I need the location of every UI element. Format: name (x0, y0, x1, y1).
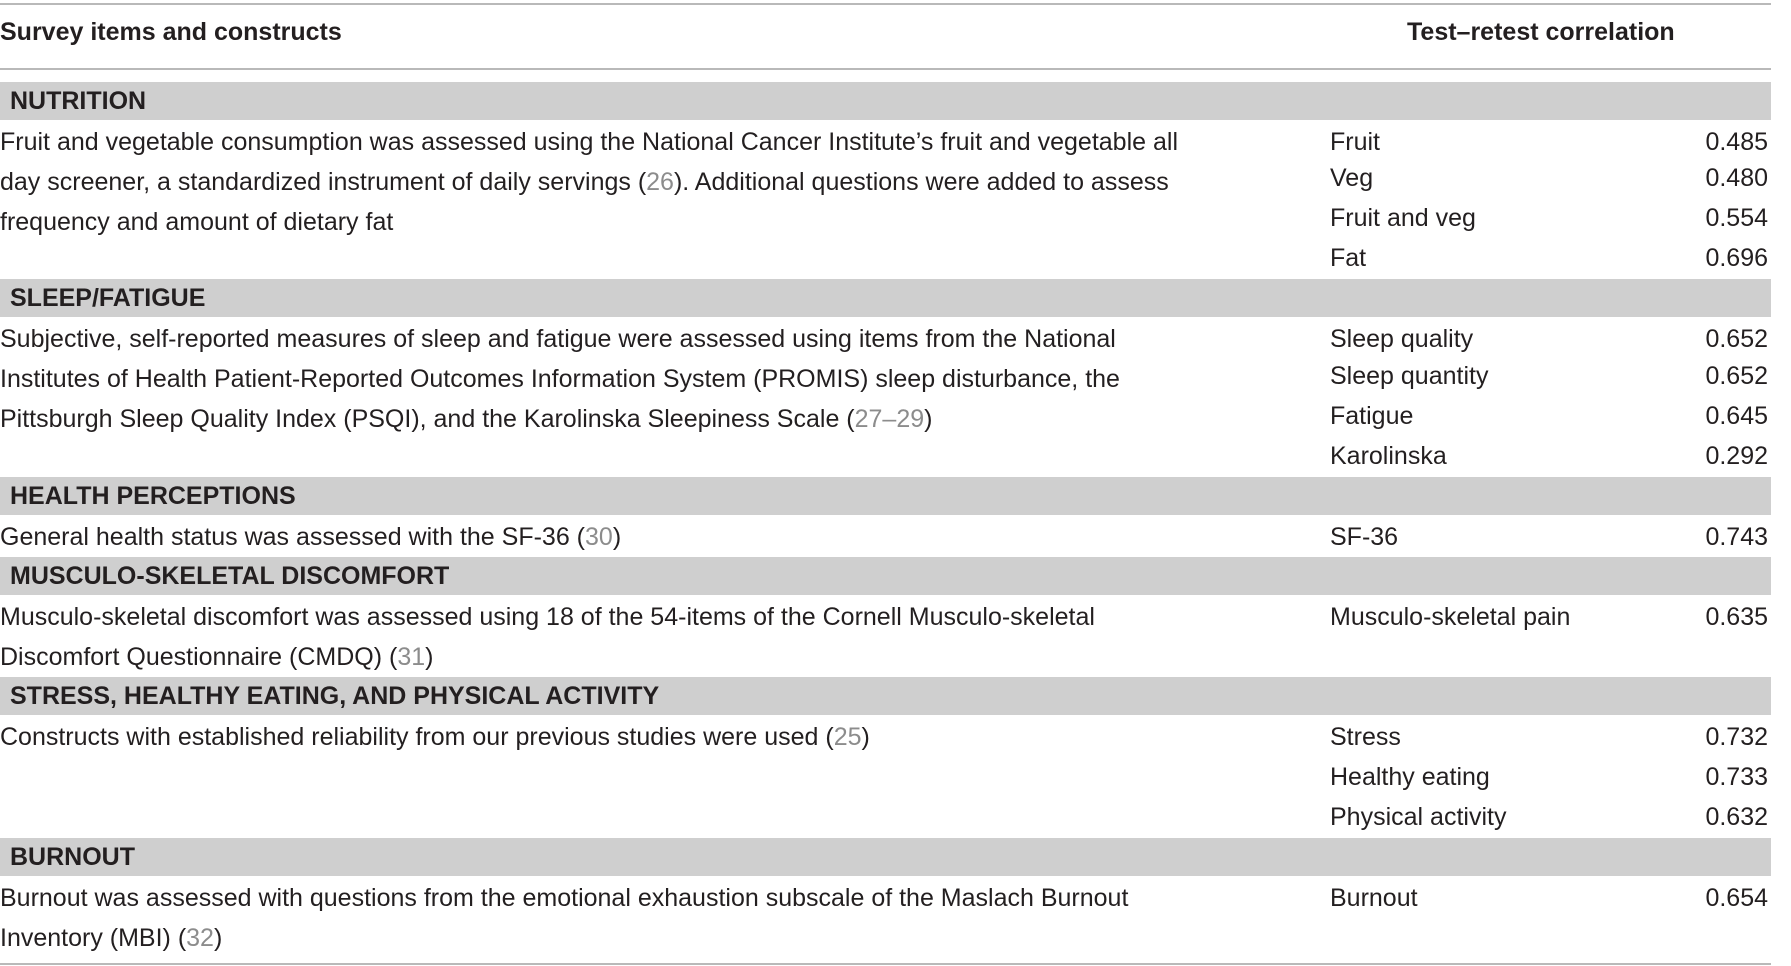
description-text: ) (924, 405, 933, 433)
construct-row-sf36 (1330, 519, 1771, 555)
construct-row-fat (1330, 240, 1771, 276)
construct-row-karolinska (1330, 438, 1771, 474)
construct-label: Sleep quantity (1330, 362, 1489, 390)
correlation-value: 0.632 (1705, 803, 1768, 831)
construct-label: Sleep quality (1330, 325, 1474, 353)
construct-label: Veg (1330, 164, 1374, 192)
description-text: Subjective, self-reported measures of sleep and fatigue were assessed using items from the National Institutes of Health Patient-Reported Outcomes Information System (PROMIS) sleep disturbance, the Pittsburgh Sleep Quality Index (PSQI), and the Karolinska Sleepiness Scale ( (0, 325, 1120, 433)
section-description-stress-eating-activity (0, 717, 1215, 757)
section-description-burnout (0, 878, 1215, 958)
reference-link[interactable]: 27–29 (854, 405, 925, 433)
section-title: MUSCULO-SKELETAL DISCOMFORT (10, 562, 450, 590)
description-text: Musculo-skeletal discomfort was assessed using 18 of the 54-items of the Cornell Musculo-skeletal Discomfort Questionnaire (CMDQ) ( (0, 603, 1095, 671)
section-description-sleep-fatigue (0, 319, 1215, 439)
construct-label: Fruit (1330, 128, 1380, 156)
description-text: Burnout was assessed with questions from the emotional exhaustion subscale of the Maslach Burnout Inventory (MBI) ( (0, 884, 1129, 952)
construct-label: Fruit and veg (1330, 204, 1476, 232)
construct-row-physical-activity (1330, 799, 1771, 835)
reference-link[interactable]: 25 (833, 723, 862, 751)
description-text: Fruit and vegetable consumption was assessed using the National Cancer Institute’s fruit and vegetable all day screener, a standardized instrument of daily servings ( (0, 128, 1179, 196)
reference-link[interactable]: 31 (397, 643, 426, 671)
correlation-value: 0.733 (1705, 763, 1768, 791)
section-description-musculo-skeletal (0, 597, 1215, 677)
description-text: ) (425, 643, 434, 671)
section-header-nutrition (0, 82, 1771, 120)
construct-row-sleep-quantity (1330, 358, 1771, 394)
construct-row-veg (1330, 160, 1771, 196)
description-text: General health status was assessed with the SF-36 ( (0, 523, 586, 551)
section-header-burnout (0, 838, 1771, 876)
correlation-value: 0.654 (1705, 884, 1768, 912)
section-header-stress-eating-activity (0, 677, 1771, 715)
correlation-value: 0.480 (1705, 164, 1768, 192)
section-description-nutrition (0, 122, 1215, 242)
correlation-value: 0.696 (1705, 244, 1768, 272)
construct-row-fatigue (1330, 398, 1771, 434)
section-title: SLEEP/FATIGUE (10, 284, 206, 312)
table-header-rule (0, 68, 1771, 70)
construct-label: Musculo-skeletal pain (1330, 603, 1571, 631)
correlation-value: 0.485 (1705, 128, 1768, 156)
reference-link[interactable]: 26 (646, 168, 674, 196)
column-header-test-retest: Test–retest correlation (1407, 18, 1675, 46)
construct-label: Karolinska (1330, 442, 1447, 470)
section-description-health-perceptions (0, 517, 1215, 557)
construct-label: Stress (1330, 723, 1401, 751)
table-top-rule (0, 3, 1771, 5)
construct-row-fruit-and-veg (1330, 200, 1771, 236)
correlation-value: 0.652 (1705, 362, 1768, 390)
section-title: BURNOUT (10, 843, 135, 871)
correlation-value: 0.652 (1705, 325, 1768, 353)
construct-row-healthy-eating (1330, 759, 1771, 795)
construct-row-burnout (1330, 880, 1771, 916)
construct-label: Burnout (1330, 884, 1418, 912)
construct-row-stress (1330, 719, 1771, 755)
section-title: NUTRITION (10, 87, 147, 115)
correlation-value: 0.635 (1705, 603, 1768, 631)
description-text: ) (213, 924, 223, 952)
construct-row-musculo-skeletal-pain (1330, 599, 1771, 635)
correlation-value: 0.743 (1705, 523, 1768, 551)
correlation-value: 0.645 (1705, 402, 1768, 430)
construct-row-sleep-quality (1330, 321, 1771, 357)
correlation-value: 0.732 (1705, 723, 1768, 751)
construct-label: SF-36 (1330, 523, 1399, 551)
description-text: ) (861, 723, 870, 751)
construct-label: Healthy eating (1330, 763, 1490, 791)
description-text: Constructs with established reliability from our previous studies were used ( (0, 723, 834, 751)
reference-link[interactable]: 30 (585, 523, 613, 551)
section-title: STRESS, HEALTHY EATING, AND PHYSICAL ACTIVITY (10, 682, 660, 710)
section-title: HEALTH PERCEPTIONS (10, 482, 296, 510)
section-header-musculo-skeletal (0, 557, 1771, 595)
construct-row-fruit (1330, 124, 1771, 160)
column-header-survey-items: Survey items and constructs (0, 18, 342, 46)
correlation-value: 0.292 (1705, 442, 1768, 470)
reference-link[interactable]: 32 (186, 924, 214, 952)
construct-label: Fatigue (1330, 402, 1414, 430)
construct-label: Physical activity (1330, 803, 1507, 831)
correlation-value: 0.554 (1705, 204, 1768, 232)
description-text: ). Additional questions were added to assess frequency and amount of dietary fat (0, 168, 1169, 236)
section-header-health-perceptions (0, 477, 1771, 515)
construct-label: Fat (1330, 244, 1367, 272)
description-text: ) (612, 523, 622, 551)
section-header-sleep-fatigue (0, 279, 1771, 317)
table-bottom-rule (0, 963, 1771, 965)
